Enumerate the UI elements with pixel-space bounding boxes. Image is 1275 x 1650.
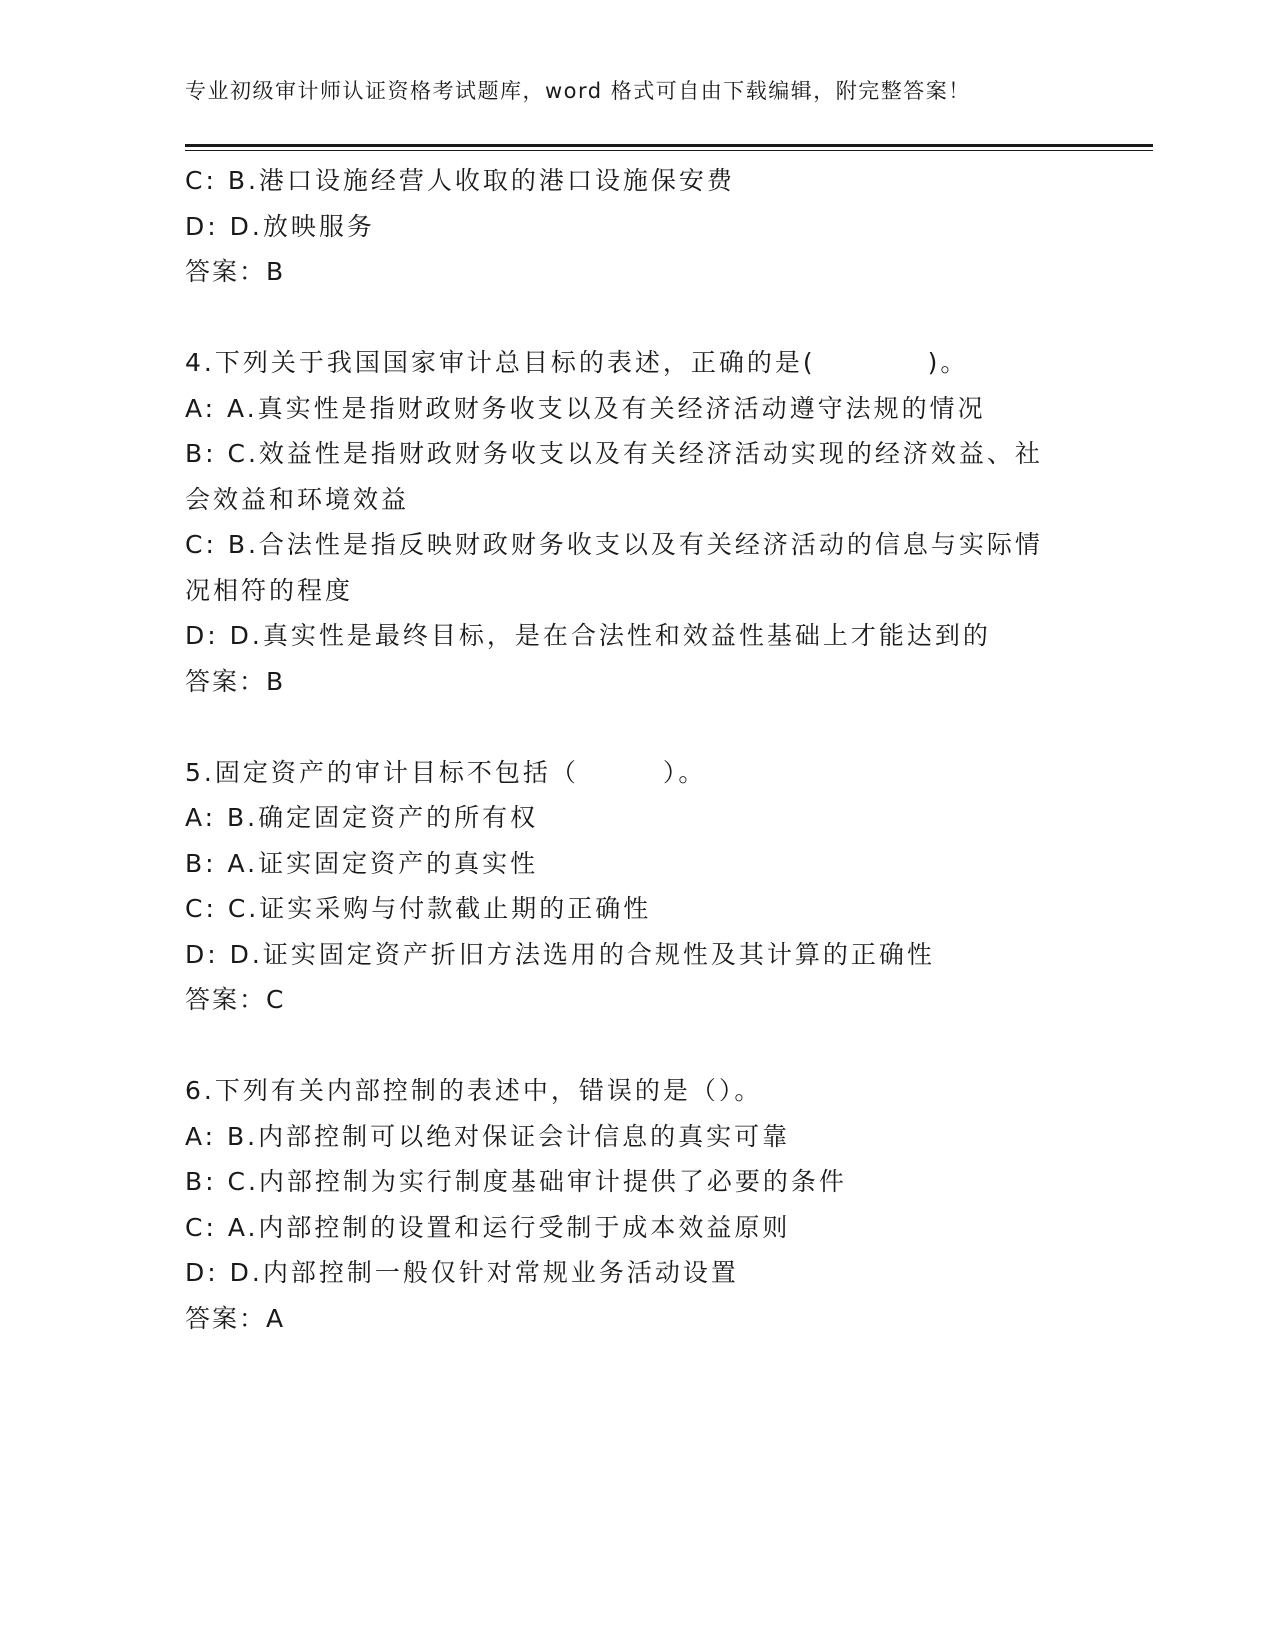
q5-option-a: A: B.确定固定资产的所有权 <box>185 803 539 832</box>
q6-option-a: A: B.内部控制可以绝对保证会计信息的真实可靠 <box>185 1121 791 1151</box>
page-header: 专业初级审计师认证资格考试题库，word 格式可自由下载编辑，附完整答案！ <box>185 79 971 103</box>
q6-option-d: D: D.内部控制一般仅针对常规业务活动设置 <box>185 1258 739 1287</box>
q6-option-b: B: C.内部控制为实行制度基础审计提供了必要的条件 <box>185 1167 847 1196</box>
spacer <box>185 704 1085 750</box>
spacer <box>185 1023 1085 1069</box>
q5-stem: 5.固定资产的审计目标不包括（ ）。 <box>185 757 707 787</box>
q5-option-c: C: C.证实采购与付款截止期的正确性 <box>185 894 652 923</box>
q3-option-d: D: D.放映服务 <box>185 211 375 241</box>
q4-option-b-line2: 会效益和环境效益 <box>185 484 410 514</box>
q4-option-b-line1: B: C.效益性是指财政财务收支以及有关经济活动实现的经济效益、社 <box>185 439 1043 468</box>
q4-answer: 答案：B <box>185 666 286 696</box>
question-content <box>185 158 1085 1341</box>
header-divider-thin <box>185 150 1153 151</box>
q6-stem: 6.下列有关内部控制的表述中，错误的是（）。 <box>185 1076 763 1105</box>
q4-option-a: A: A.真实性是指财政财务收支以及有关经济活动遵守法规的情况 <box>185 393 986 423</box>
q3-option-c: C: B.港口设施经营人收取的港口设施保安费 <box>185 166 735 195</box>
q6-answer: 答案：A <box>185 1303 286 1333</box>
q4-option-c-line1: C: B.合法性是指反映财政财务收支以及有关经济活动的信息与实际情 <box>185 530 1043 559</box>
q4-option-c-line2: 况相符的程度 <box>185 575 354 605</box>
spacer <box>185 295 1085 341</box>
q5-option-b: B: A.证实固定资产的真实性 <box>185 848 539 878</box>
q3-answer: 答案：B <box>185 257 286 286</box>
q5-answer: 答案：C <box>185 985 286 1014</box>
q5-option-d: D: D.证实固定资产折旧方法选用的合规性及其计算的正确性 <box>185 939 935 969</box>
header-divider-thick <box>185 144 1153 147</box>
q4-option-d: D: D.真实性是最终目标，是在合法性和效益性基础上才能达到的 <box>185 621 991 650</box>
q6-option-c: C: A.内部控制的设置和运行受制于成本效益原则 <box>185 1212 791 1242</box>
q4-stem: 4.下列关于我国国家审计总目标的表述，正确的是( )。 <box>185 348 969 377</box>
